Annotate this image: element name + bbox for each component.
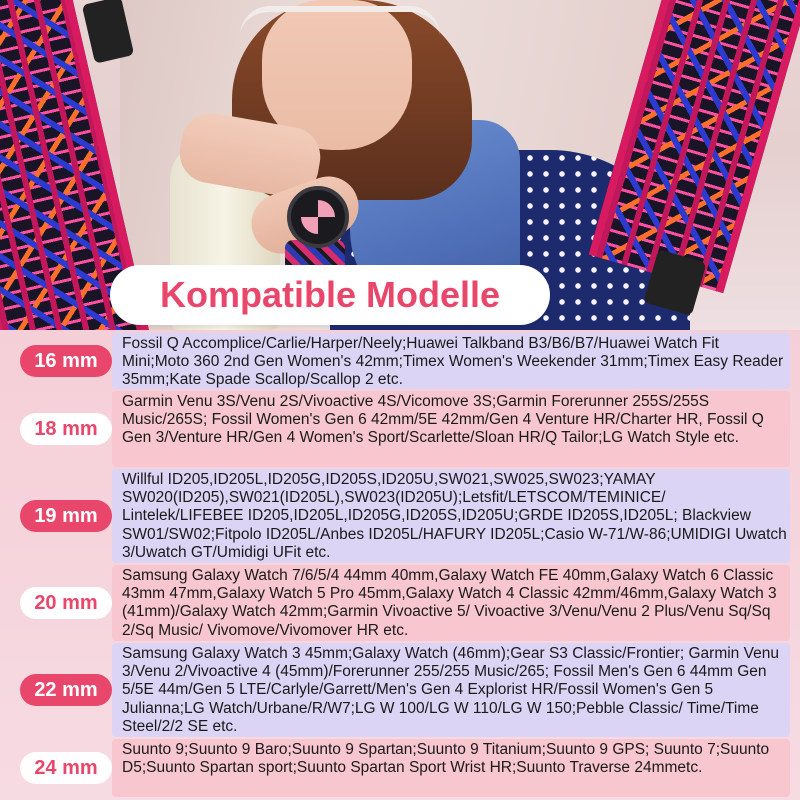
compatible-models-text: Samsung Galaxy Watch 3 45mm;Galaxy Watch (46mm);Gear S3 Classic/Frontier; Garmin Venu 3/Venu 2/Vivoactive 4 (45mm)/Forerunner 255/255 Music/265; Fossil Men's Gen 6 44mm Gen 5/5E 44m/Gen 5 LTE/Carlyle/Garrett/Men's Gen 4 Explorist HR/Fossil Women's Gen 5 Julianna;LG Watch/Urbane/R/W7;LG W 100/LG W 110/LG W 150;Pebble Classic/ Time/Time Steel/2/2 SE etc. — [122, 645, 779, 735]
size-badge: 24 mm — [20, 752, 112, 784]
page-title: Kompatible Modelle — [159, 274, 501, 315]
size-row-18mm — [0, 391, 800, 467]
smartwatch-icon — [287, 186, 349, 248]
size-badge: 19 mm — [20, 500, 112, 532]
size-badge: 20 mm — [20, 587, 112, 619]
size-row-22mm — [0, 643, 800, 737]
compatible-models-text: Suunto 9;Suunto 9 Baro;Suunto 9 Spartan;Suunto 9 Titanium;Suunto 9 GPS; Suunto 7;Suunto D5;Suunto Spartan sport;Suunto Spartan Sport Wrist HR;Suunto Traverse 24mmetc. — [122, 741, 770, 777]
compatible-models-text: Fossil Q Accomplice/Carlie/Harper/Neely;Huawei Talkband B3/B6/B7/Huawei Watch Fit Mini;Moto 360 2nd Gen Women's 42mm;Timex Women's Weekender 31mm;Timex Easy Reader 35mm;Kate Spade Scallop/Scallop 2 etc. — [122, 335, 784, 389]
compatible-models-text: Samsung Galaxy Watch 7/6/5/4 44mm 40mm,Galaxy Watch FE 40mm,Galaxy Watch 6 Classic 43mm 47mm,Galaxy Watch 5 Pro 45mm,Galaxy Watch 4 Classic 42mm/46mm,Galaxy Watch 3 (41mm)/Galaxy Watch 42mm;Garmin Vivoactive 5/ Vivoactive 3/Venu/Venu 2 Plus/Venu Sq/Sq 2/Sq Music/ Vivomove/Vivomover HR etc. — [122, 567, 777, 639]
size-row-20mm — [0, 565, 800, 641]
compatible-models-text: Willful ID205,ID205L,ID205G,ID205S,ID205U,SW021,SW025,SW023;YAMAY SW020(ID205),SW021(ID205L),SW023(ID205U);Letsfit/LETSCOM/TEMINICE/ Lintelek/LIFEBEE ID205,ID205L,ID205G,ID205S,ID205U;GRDE ID205S,ID205L; Blackview SW01/SW02;Fitpolo ID205L/Anbes ID205L/HAFURY ID205L;Casio W-71/W-86;UMIDIGI Uwatch 3/Uwatch GT/Umidigi UFit etc. — [122, 471, 787, 561]
model-headband — [240, 6, 440, 36]
size-row-24mm — [0, 739, 800, 797]
compatible-models-text: Garmin Venu 3S/Venu 2S/Vivoactive 4S/Vicomove 3S;Garmin Forerunner 255S/255S Music/265S; Fossil Women's Gen 6 42mm/5E 42mm/Gen 4 Venture HR/Charter HR, Fossil Q Gen 3/Venture HR/Gen 4 Women's Sport/Scarlette/Sloan HR/Q Tailor;LG Watch Style etc. — [122, 393, 764, 447]
size-row-19mm — [0, 469, 800, 563]
size-badge: 16 mm — [20, 345, 112, 377]
title-badge — [110, 265, 550, 325]
size-badge: 18 mm — [20, 413, 112, 445]
size-row-16mm — [0, 333, 800, 389]
size-badge: 22 mm — [20, 674, 112, 706]
watch-dial — [301, 200, 335, 234]
